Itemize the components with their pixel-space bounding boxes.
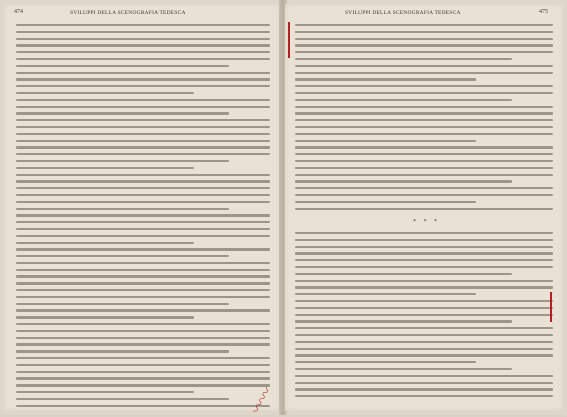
text-line — [295, 31, 553, 33]
text-line — [16, 228, 270, 230]
margin-mark — [550, 292, 552, 322]
text-line — [16, 275, 270, 277]
left-page-number: 474 — [14, 9, 23, 15]
text-line — [16, 235, 270, 237]
text-line — [295, 388, 553, 390]
text-line — [295, 300, 553, 302]
text-line — [16, 146, 270, 148]
text-line — [16, 106, 270, 108]
text-line — [295, 201, 476, 203]
text-line — [295, 239, 553, 241]
text-line — [16, 133, 270, 135]
text-line — [16, 153, 270, 155]
text-line — [295, 320, 512, 322]
text-line — [295, 160, 553, 162]
text-line — [16, 255, 229, 257]
text-line — [295, 99, 512, 101]
text-line — [295, 106, 553, 108]
right-page — [285, 4, 563, 411]
text-line — [16, 371, 270, 373]
text-line — [16, 208, 229, 210]
text-line — [295, 180, 512, 182]
text-line — [16, 309, 270, 311]
text-line — [16, 214, 270, 216]
text-line — [295, 259, 553, 261]
text-line — [16, 58, 270, 60]
text-line — [295, 72, 553, 74]
text-line — [16, 140, 270, 142]
text-line — [16, 119, 270, 121]
text-line — [16, 364, 270, 366]
right-page-body-top — [295, 24, 553, 214]
text-line — [16, 262, 270, 264]
text-line — [16, 180, 270, 182]
text-line — [295, 246, 553, 248]
text-line — [16, 221, 270, 223]
text-line — [295, 368, 512, 370]
text-line — [295, 146, 553, 148]
margin-mark — [288, 22, 290, 58]
text-line — [295, 341, 553, 343]
text-line — [16, 24, 270, 26]
text-line — [16, 51, 270, 53]
text-line — [295, 85, 553, 87]
text-line — [16, 343, 270, 345]
text-line — [16, 357, 270, 359]
right-running-header: SVILUPPI DELLA SCENOGRAFIA TEDESCA — [345, 10, 461, 16]
text-line — [295, 194, 553, 196]
text-line — [16, 85, 270, 87]
text-line — [16, 38, 270, 40]
text-line — [295, 126, 553, 128]
text-line — [295, 307, 553, 309]
text-line — [16, 242, 194, 244]
text-line — [16, 194, 270, 196]
text-line — [16, 350, 229, 352]
text-line — [295, 153, 553, 155]
text-line — [295, 266, 553, 268]
text-line — [16, 337, 270, 339]
text-line — [16, 65, 229, 67]
text-line — [295, 273, 512, 275]
right-page-number: 475 — [539, 9, 548, 15]
text-line — [16, 160, 229, 162]
text-line — [295, 140, 476, 142]
text-line — [16, 201, 270, 203]
text-line — [295, 375, 553, 377]
text-line — [16, 167, 194, 169]
text-line — [16, 316, 194, 318]
handwritten-signature: 〰〰 — [248, 384, 276, 417]
text-line — [16, 398, 229, 400]
text-line — [295, 167, 553, 169]
text-line — [295, 395, 553, 397]
text-line — [16, 174, 270, 176]
text-line — [295, 38, 553, 40]
text-line — [295, 361, 476, 363]
text-line — [295, 293, 476, 295]
left-running-header: SVILUPPI DELLA SCENOGRAFIA TEDESCA — [70, 10, 186, 16]
text-line — [295, 174, 553, 176]
text-line — [16, 99, 270, 101]
text-line — [295, 208, 553, 210]
right-page-body-bottom — [295, 232, 553, 402]
text-line — [295, 78, 476, 80]
text-line — [295, 112, 553, 114]
text-line — [295, 119, 553, 121]
text-line — [16, 78, 270, 80]
left-page — [4, 4, 280, 411]
text-line — [295, 92, 553, 94]
text-line — [16, 92, 194, 94]
text-line — [16, 31, 270, 33]
text-line — [295, 280, 553, 282]
text-line — [16, 248, 270, 250]
text-line — [295, 252, 553, 254]
text-line — [16, 405, 270, 407]
text-line — [16, 289, 270, 291]
left-page-body — [16, 24, 270, 411]
text-line — [16, 72, 270, 74]
text-line — [16, 126, 270, 128]
text-line — [295, 187, 553, 189]
text-line — [16, 282, 270, 284]
text-line — [16, 187, 270, 189]
text-line — [16, 296, 270, 298]
text-line — [16, 44, 270, 46]
text-line — [295, 44, 553, 46]
text-line — [16, 303, 229, 305]
text-line — [16, 384, 270, 386]
text-line — [16, 112, 229, 114]
text-line — [16, 269, 270, 271]
text-line — [295, 133, 553, 135]
text-line — [295, 232, 553, 234]
text-line — [295, 314, 553, 316]
text-line — [16, 323, 270, 325]
text-line — [295, 348, 553, 350]
text-line — [295, 24, 553, 26]
text-line — [295, 51, 553, 53]
section-break: * * * — [413, 219, 440, 225]
text-line — [295, 65, 553, 67]
text-line — [295, 58, 512, 60]
text-line — [295, 286, 553, 288]
text-line — [295, 334, 553, 336]
text-line — [295, 327, 553, 329]
text-line — [16, 330, 270, 332]
text-line — [16, 377, 270, 379]
text-line — [16, 391, 194, 393]
text-line — [295, 354, 553, 356]
text-line — [295, 382, 553, 384]
